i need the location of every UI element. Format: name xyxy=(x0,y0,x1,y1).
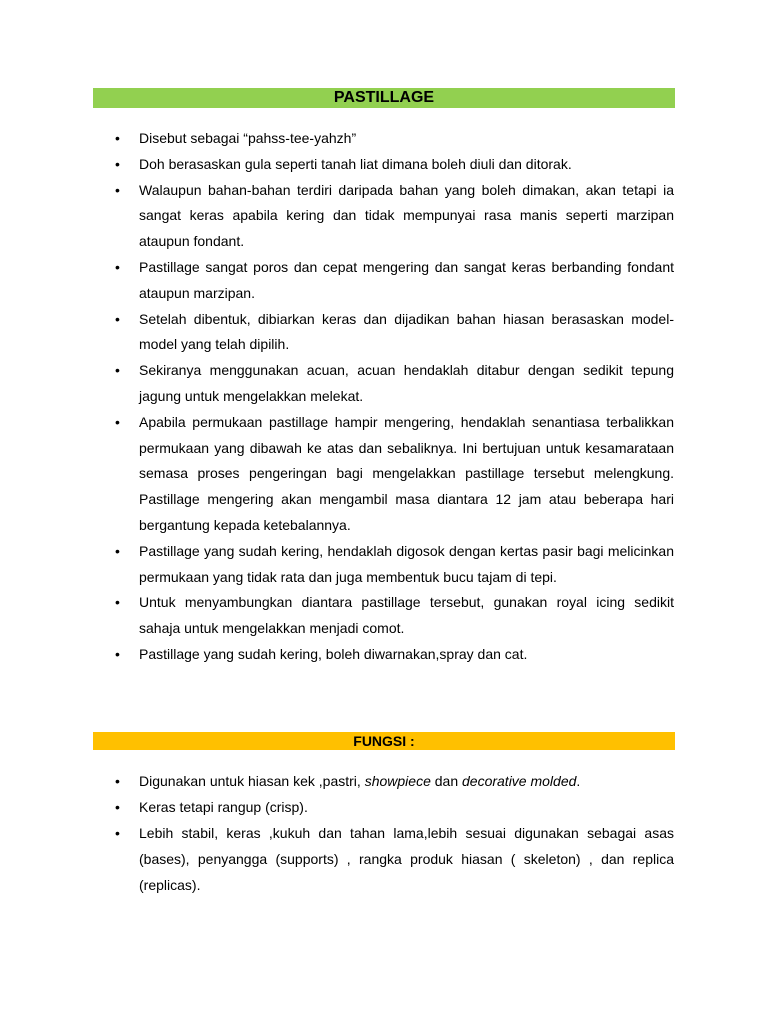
bullet-icon: • xyxy=(115,799,120,815)
fungsi-heading: FUNGSI : xyxy=(93,732,675,750)
bullet-icon: • xyxy=(115,825,120,841)
italic-term: showpiece xyxy=(364,773,431,789)
fungsi-bullet-list xyxy=(0,768,768,898)
text-segment: Digunakan untuk hiasan kek ,pastri, xyxy=(139,773,365,789)
pastillage-heading: PASTILLAGE xyxy=(93,88,675,108)
bullet-icon: • xyxy=(115,181,120,198)
list-item xyxy=(0,820,768,898)
bullet-icon: • xyxy=(115,594,120,611)
list-item-text: Disebut sebagai “pahss-tee-yahzh” xyxy=(139,130,357,146)
list-item xyxy=(0,358,768,410)
list-item-text: Apabila permukaan pastillage hampir mengering, hendaklah senantiasa terbalikkan permukaan yang dibawah ke atas dan sebaliknya. Ini bertujuan untuk kesamarataan semasa proses pengeringan bagi mengelakkan pastillage tersebut melengkung. Pastillage mengering akan mengambil masa diantara 12 jam atau beberapa hari bergantung kepada ketebalannya. xyxy=(139,413,674,533)
bullet-icon: • xyxy=(115,413,120,430)
text-segment: dan xyxy=(430,773,462,789)
list-item-text: Setelah dibentuk, dibiarkan keras dan dijadikan bahan hiasan berasaskan model-model yang telah dipilih. xyxy=(139,310,674,353)
list-item-text: Doh berasaskan gula seperti tanah liat dimana boleh diuli dan ditorak. xyxy=(139,155,572,172)
list-item xyxy=(0,642,768,668)
list-item xyxy=(0,307,768,359)
list-item-text: Keras tetapi rangup (crisp). xyxy=(139,799,308,815)
list-item-text: Sekiranya menggunakan acuan, acuan hendaklah ditabur dengan sedikit tepung jagung untuk mengelakkan melekat. xyxy=(139,362,674,404)
list-item-text: Lebih stabil, keras ,kukuh dan tahan lama,lebih sesuai digunakan sebagai asas (bases), penyangga (supports) , rangka produk hiasan ( skeleton) , dan replica (replicas). xyxy=(139,825,674,893)
bullet-icon: • xyxy=(115,773,120,789)
text-segment: . xyxy=(576,773,581,789)
list-item xyxy=(0,590,768,642)
list-item-text: Walaupun bahan-bahan terdiri daripada bahan yang boleh dimakan, akan tetapi ia sangat keras apabila kering dan tidak mempunyai rasa manis seperti marzipan ataupun fondant. xyxy=(139,181,674,250)
list-item-text xyxy=(139,773,580,789)
list-item xyxy=(0,768,768,794)
bullet-icon: • xyxy=(115,362,120,379)
list-item-text: Pastillage yang sudah kering, hendaklah digosok dengan kertas pasir bagi melicinkan permukaan yang tidak rata dan juga membentuk bucu tajam di tepi. xyxy=(139,542,674,585)
list-item xyxy=(0,255,768,307)
list-item xyxy=(0,152,768,178)
list-item-text: Pastillage sangat poros dan cepat mengering dan sangat keras berbanding fondant ataupun marzipan. xyxy=(139,258,674,301)
pastillage-bullet-list xyxy=(0,126,768,668)
bullet-icon: • xyxy=(115,155,120,172)
bullet-icon: • xyxy=(115,258,120,275)
list-item xyxy=(0,410,768,539)
bullet-icon: • xyxy=(115,645,120,662)
list-item xyxy=(0,539,768,591)
list-item xyxy=(0,126,768,152)
bullet-icon: • xyxy=(115,130,120,146)
list-item-text: Untuk menyambungkan diantara pastillage tersebut, gunakan royal icing sedikit sahaja untuk mengelakkan menjadi comot. xyxy=(139,594,674,637)
italic-term: decorative molded xyxy=(462,773,577,789)
list-item-text: Pastillage yang sudah kering, boleh diwarnakan,spray dan cat. xyxy=(139,645,528,662)
list-item xyxy=(0,178,768,255)
bullet-icon: • xyxy=(115,542,120,559)
list-item xyxy=(0,794,768,820)
bullet-icon: • xyxy=(115,310,120,327)
